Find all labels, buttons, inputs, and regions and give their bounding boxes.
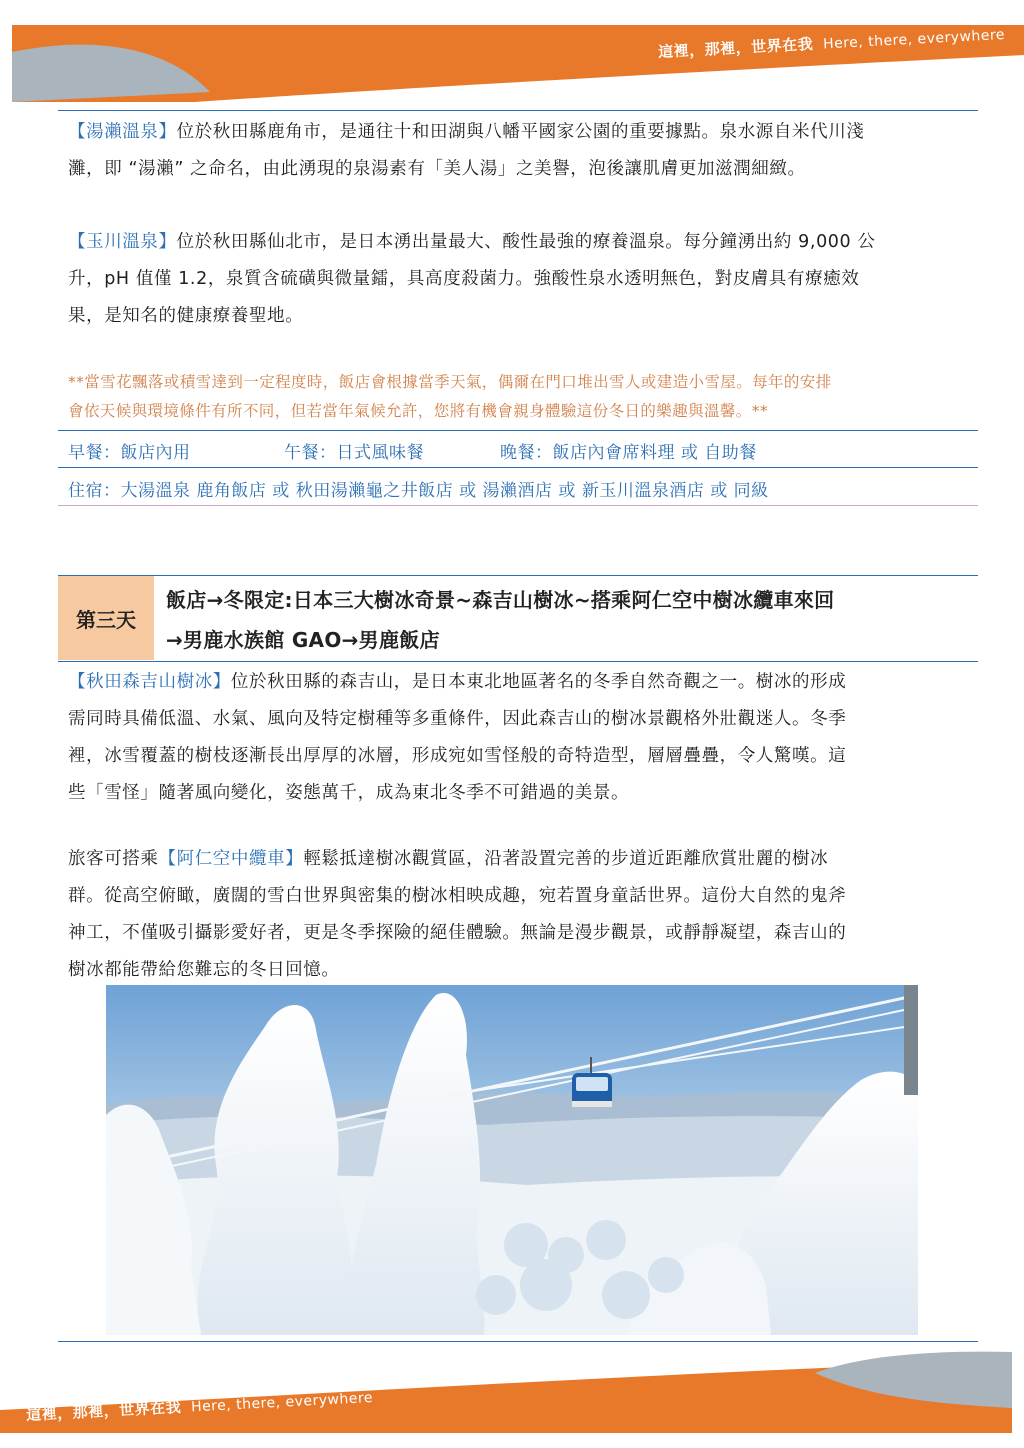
meals-row [68,438,757,463]
footer-slogan-en: Here, there, everywhere [190,1389,374,1416]
snow-note-line-2: 會依天候與環境條件有所不同，但若當年氣候允許，您將有機會親身體驗這份冬日的樂趣與溫馨。** [68,402,769,420]
ropeway-name: 【阿仁空中纜車】 [158,849,304,869]
tamagawa-onsen-line-3: 果，是知名的健康療養聖地。 [68,306,304,326]
moriyoshi-paragraph [68,664,973,812]
moriyoshi-name: 【秋田森吉山樹冰】 [68,672,231,692]
footer-slogan-zh: 這裡，那裡，世界在我 [25,1397,182,1425]
dinner-label: 晚餐：飯店內會席料理 或 自助餐 [500,443,757,463]
day3-title-line-1: 飯店→冬限定:日本三大樹冰奇景~森吉山樹冰~搭乘阿仁空中樹冰纜車來回 [166,588,835,612]
juhyo-gondola-photo [106,985,918,1335]
day3-label: 第三天 [76,607,136,632]
yuze-onsen-name: 【湯瀨溫泉】 [68,122,177,142]
ropeway-line-2: 群。從高空俯瞰，廣闊的雪白世界與密集的樹冰相映成趣，宛若置身童話世界。這份大自然的鬼斧 [68,886,847,906]
tamagawa-onsen-paragraph [68,224,973,335]
day3-top-divider [58,575,978,576]
yuze-onsen-line-2: 灘，即 “湯瀨” 之命名，由此湧現的泉湯素有「美人湯」之美譽，泡後讓肌膚更加滋潤細緻。 [68,159,806,179]
moriyoshi-line-3: 裡，冰雪覆蓋的樹枝逐漸長出厚厚的冰層，形成宛如雪怪般的奇特造型，層層疊疊，令人驚嘆。這 [68,746,847,766]
moriyoshi-line-1: 位於秋田縣的森吉山，是日本東北地區著名的冬季自然奇觀之一。樹冰的形成 [230,672,847,692]
hotel-bottom-divider [58,505,978,506]
day3-label-box [58,576,154,660]
snow-note [68,368,973,426]
tamagawa-onsen-line-2: 升，pH 值僅 1.2，泉質含硫磺與微量鐳，具高度殺菌力。強酸性泉水透明無色，對皮膚具有療癒效 [68,269,860,289]
moriyoshi-line-2: 需同時具備低溫、水氣、風向及特定樹種等多重條件，因此森吉山的樹冰景觀格外壯觀迷人。冬季 [68,709,847,729]
ropeway-prefix: 旅客可搭乘 [68,849,159,869]
meals-top-divider [58,430,978,431]
snow-note-line-1: **當雪花飄落或積雪達到一定程度時，飯店會根據當季天氣，偶爾在門口堆出雪人或建造小雪屋。每年的安排 [68,373,832,391]
moriyoshi-line-4: 些「雪怪」隨著風向變化，姿態萬千，成為東北冬季不可錯過的美景。 [68,783,630,803]
footer-banner-shape [0,1338,1024,1448]
yuze-onsen-line-1: 位於秋田縣鹿角市，是通往十和田湖與八幡平國家公園的重要據點。泉水源自米代川淺 [176,122,865,142]
ropeway-line-3: 神工，不僅吸引攝影愛好者，更是冬季探險的絕佳體驗。無論是漫步觀景，或靜靜凝望，森吉山的 [68,923,847,943]
tamagawa-onsen-line-1: 位於秋田縣仙北市，是日本湧出量最大、酸性最強的療養溫泉。每分鐘湧出約 9,000 公 [176,232,876,252]
top-divider [58,110,978,111]
lunch-label: 午餐：日式風味餐 [284,443,424,463]
yuze-onsen-paragraph [68,114,973,188]
footer-banner [0,1338,1024,1448]
header-banner [0,0,1024,110]
meals-bottom-divider [58,467,978,468]
header-banner-shape [0,0,1024,110]
tamagawa-onsen-name: 【玉川溫泉】 [68,232,177,252]
header-slogan-zh: 這裡，那裡，世界在我 [657,34,814,62]
header-slogan-en: Here, there, everywhere [822,26,1006,53]
day3-title-divider [58,661,978,662]
day3-title [166,580,981,660]
hotel-row: 住宿：大湯溫泉 鹿角飯店 或 秋田湯瀨龜之井飯店 或 湯瀨酒店 或 新玉川溫泉酒店 或 同級 [68,481,769,501]
ropeway-line-4: 樹冰都能帶給您難忘的冬日回憶。 [68,960,340,980]
ropeway-paragraph [68,841,973,989]
ropeway-line-1: 輕鬆抵達樹冰觀賞區，沿著設置完善的步道近距離欣賞壯麗的樹冰 [303,849,829,869]
day3-title-line-2: →男鹿水族館 GAO→男鹿飯店 [166,628,440,652]
breakfast-label: 早餐：飯店內用 [68,443,191,463]
